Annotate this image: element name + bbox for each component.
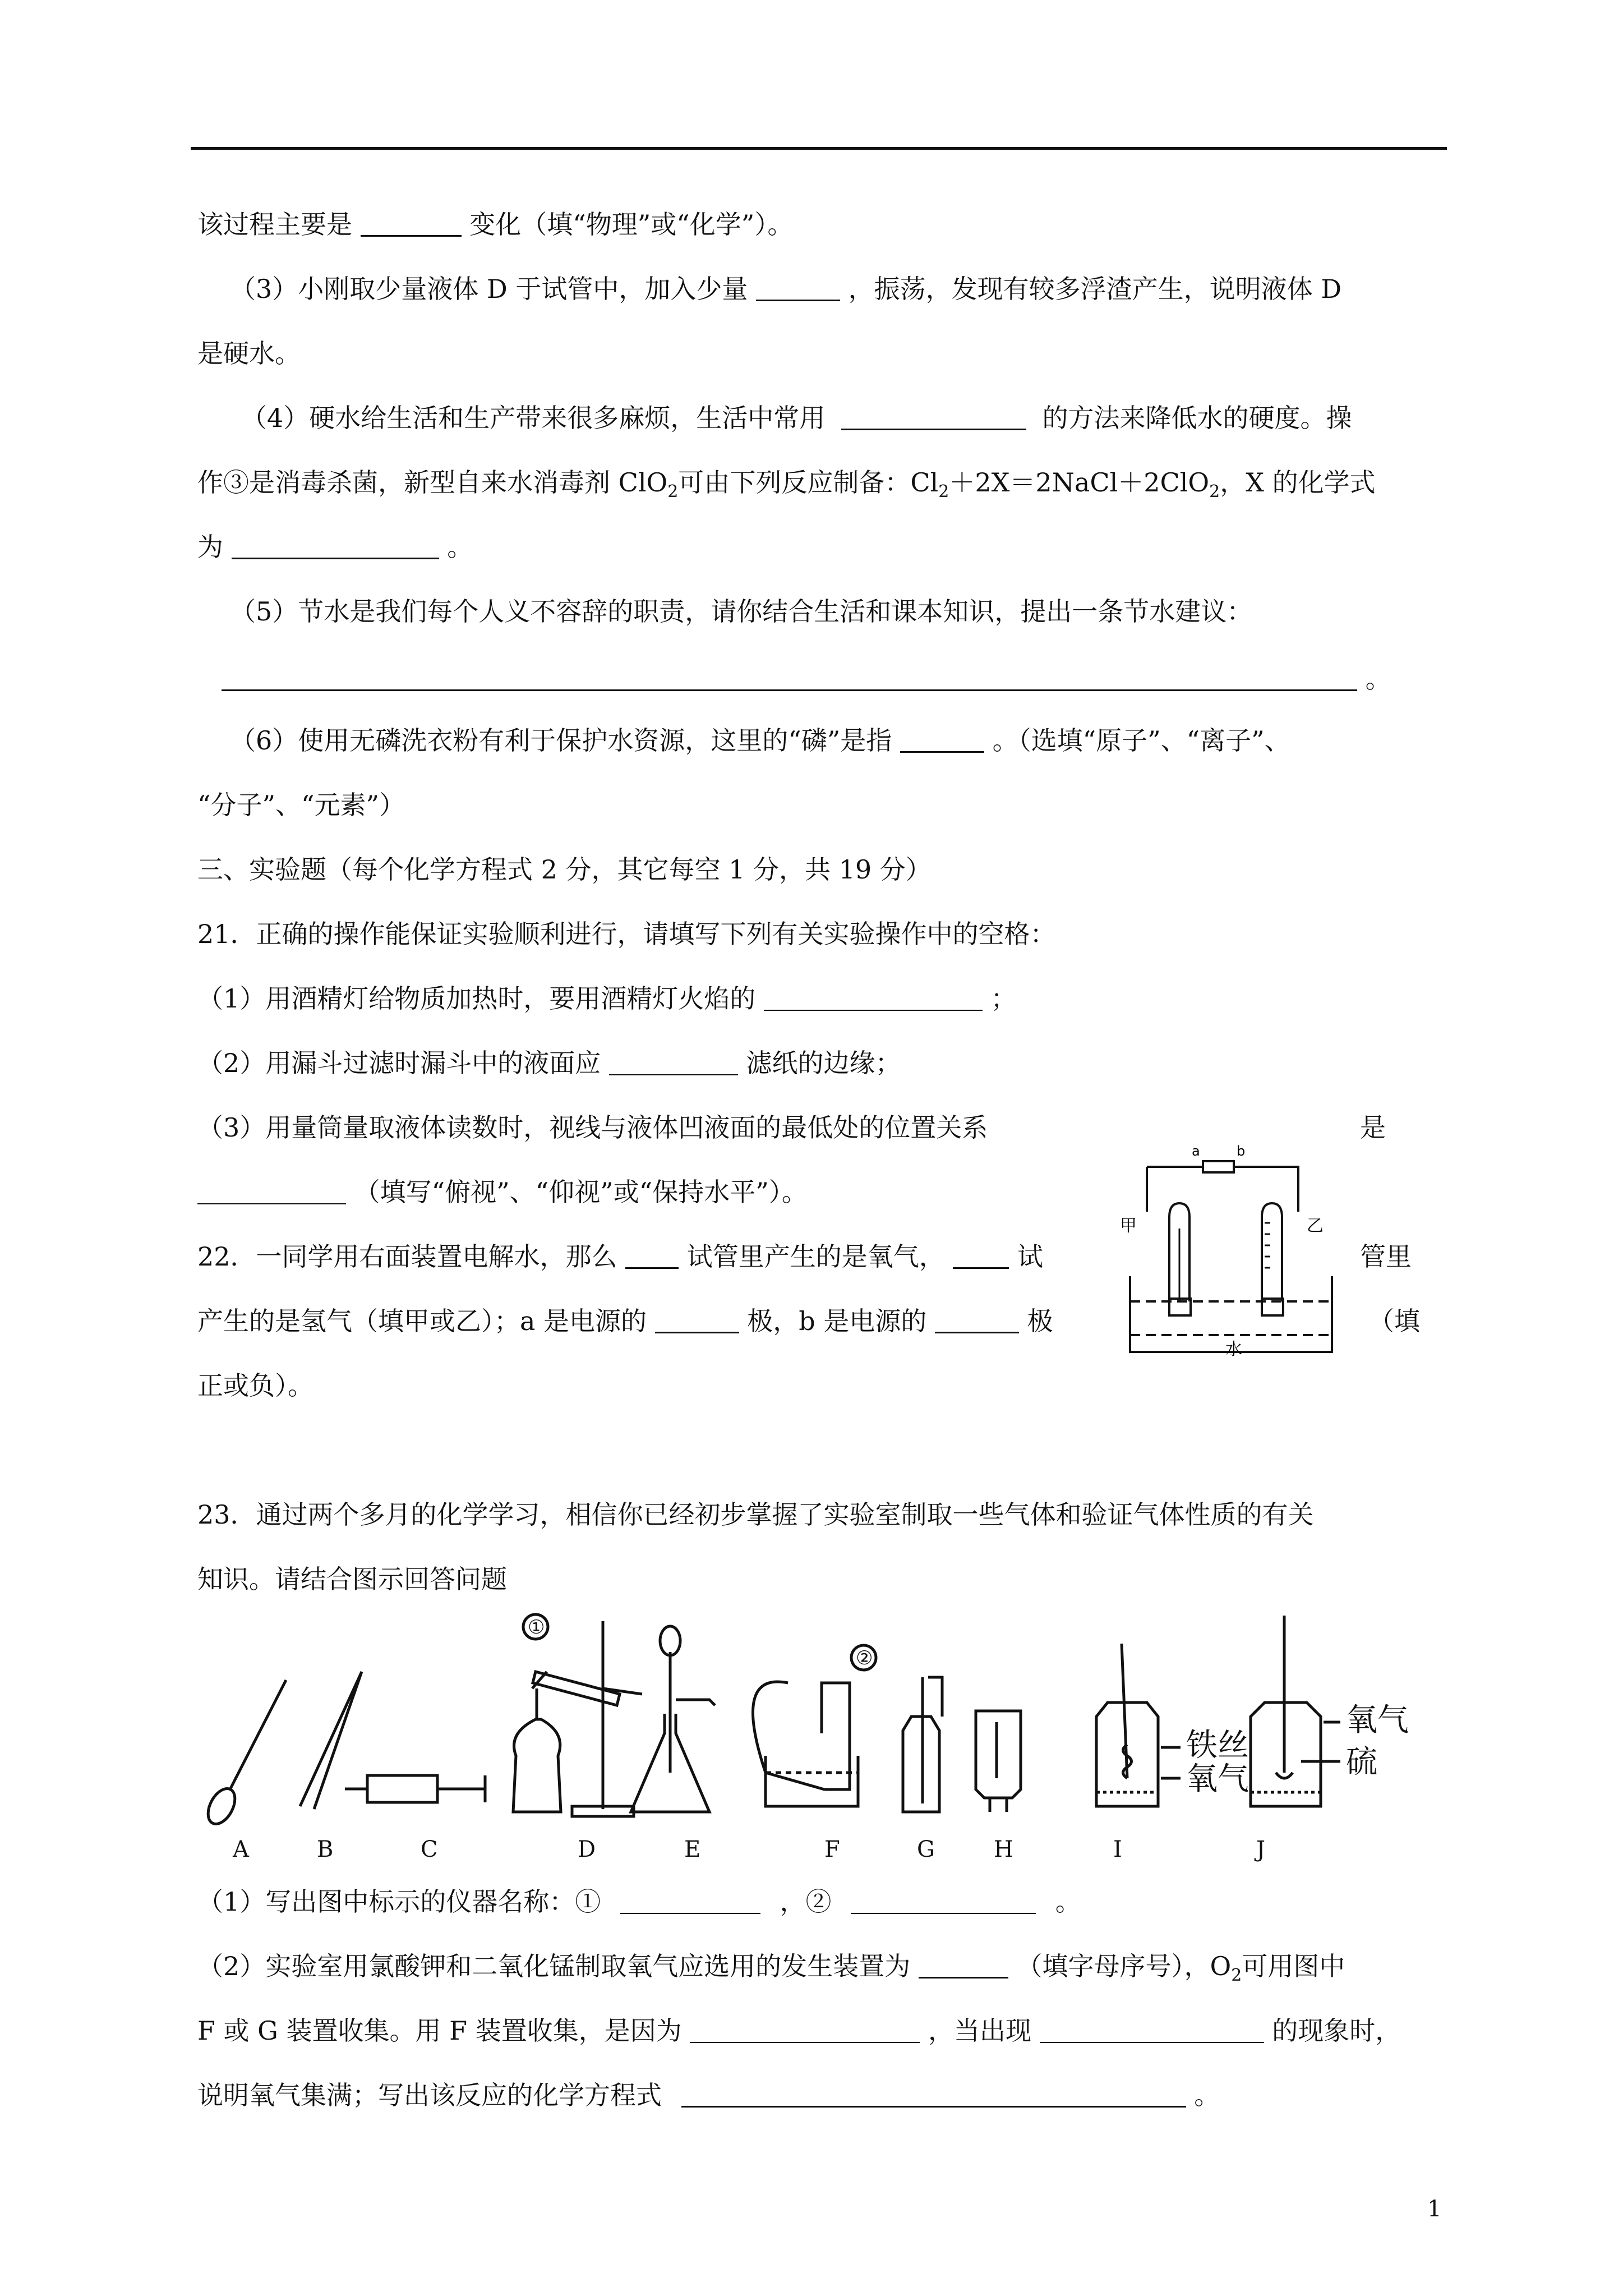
q22-blank-b-pole[interactable] <box>935 1307 1019 1333</box>
iron-wire-combustion-icon <box>1096 1644 1181 1806</box>
q23-stem-text-a: 23．通过两个多月的化学学习，相信你已经初步掌握了实验室制取一些气体和验证气体性质的有关 <box>197 1499 1314 1530</box>
q20-p4-text-a: （4）硬水给生活和生产带来很多麻烦，生活中常用 <box>241 403 826 433</box>
q20-p4-line3 <box>197 530 473 564</box>
q20-p4-blank-formula[interactable] <box>232 533 439 559</box>
q21-p1-text-b: ； <box>990 983 1017 1014</box>
apparatus-letter: D <box>578 1837 596 1862</box>
q21-p1-text-a: （1）用酒精灯给物质加热时，要用酒精灯火焰的 <box>197 983 756 1014</box>
q20-p5-text-end: 。 <box>1365 664 1391 694</box>
q23-p1-blank-2[interactable] <box>851 1888 1036 1914</box>
q23-p2-text-b: （填字母序号），O <box>1016 1951 1232 1981</box>
q21-p3-shi <box>1360 1111 1386 1144</box>
q21-p2-text-b: 滤纸的边缘； <box>746 1048 901 1078</box>
q23-p2-text-a: （2）实验室用氯酸钾和二氧化锰制取氧气应选用的发生装置为 <box>197 1951 911 1981</box>
syringe-icon <box>345 1775 485 1802</box>
q21-p3-text-a: （3）用量筒量取液体读数时，视线与液体凹液面的最低处的位置关系 <box>197 1112 988 1143</box>
q23-p2-text-c: 可用图中 <box>1242 1951 1345 1981</box>
q21-p1 <box>197 982 1017 1015</box>
q23-stem-line2 <box>197 1562 507 1596</box>
q21-p2-blank[interactable] <box>609 1050 738 1075</box>
gas-washing-bottle-icon <box>903 1677 942 1812</box>
q23-p2-blank-equation[interactable] <box>681 2081 1186 2108</box>
lab-apparatus-figure <box>193 1604 1416 1874</box>
q20-p6-blank[interactable] <box>900 726 984 753</box>
test-tube-yi-icon <box>1262 1203 1282 1301</box>
q23-p2-line1 <box>197 1949 1345 1983</box>
q20-change-line <box>197 208 793 241</box>
q20-change-blank[interactable] <box>361 210 462 237</box>
label-b: b <box>1237 1143 1246 1159</box>
q20-p4-text-b: 的方法来降低水的硬度。操 <box>1042 403 1352 433</box>
conical-flask-icon <box>631 1626 715 1812</box>
q20-p6-text-c: “分子”、“元素”） <box>197 790 405 820</box>
q23-p1-text-c: 。 <box>1055 1887 1081 1917</box>
header-rule <box>191 147 1447 150</box>
circled-1-label: ① <box>528 1616 545 1639</box>
q21-p3-blank[interactable] <box>197 1179 346 1204</box>
q23-p1-text-a: （1）写出图中标示的仪器名称：① <box>197 1887 601 1917</box>
q21-p3-text-c: （填写“俯视”、“仰视”或“保持水平”）。 <box>354 1177 808 1207</box>
test-tube-jia-icon <box>1169 1203 1189 1301</box>
q22-line1-right <box>1360 1240 1412 1273</box>
apparatus-letter: H <box>994 1837 1013 1862</box>
q22-text-f: 极，b 是电源的 <box>747 1306 927 1336</box>
q20-p4-text-d: 可由下列反应制备：Cl <box>678 467 939 498</box>
label-water: 水 <box>1225 1340 1242 1359</box>
power-source-icon <box>1203 1161 1234 1172</box>
apparatus-letter: G <box>917 1837 935 1862</box>
q22-text-d: 管里 <box>1360 1241 1412 1272</box>
q23-p1 <box>197 1885 1081 1918</box>
q20-p4-blank-method[interactable] <box>841 404 1026 430</box>
q20-p4-text-f: ，X 的化学式 <box>1220 467 1376 498</box>
medicine-spoon-icon <box>202 1680 286 1828</box>
label-iron-wire: 铁丝 <box>1186 1727 1249 1764</box>
electrolysis-apparatus-figure <box>1113 1133 1349 1380</box>
label-oxygen-j: 氧气 <box>1346 1702 1409 1738</box>
q23-p2-text-h: 。 <box>1194 2080 1220 2110</box>
page-number: 1 <box>1427 2196 1442 2222</box>
q23-p2-text-e: ，当出现 <box>928 2016 1031 2046</box>
q20-p4-text-g: 为 <box>197 532 223 562</box>
q23-p2-blank-reason[interactable] <box>690 2017 920 2043</box>
q23-p2-text-d: F 或 G 装置收集。用 F 装置收集，是因为 <box>197 2016 682 2046</box>
apparatus-letter: J <box>1256 1837 1266 1862</box>
q22-text-i: 正或负）。 <box>197 1370 313 1401</box>
q20-p4-text-c: 作③是消毒杀菌，新型自来水消毒剂 ClO <box>197 467 668 498</box>
apparatus-letter: B <box>317 1837 334 1862</box>
q23-p2-line3 <box>197 2078 1220 2112</box>
q23-p1-blank-1[interactable] <box>620 1888 760 1914</box>
label-oxygen-i: 氧气 <box>1186 1761 1249 1797</box>
q23-p2-line2 <box>197 2014 1401 2047</box>
apparatus-letter: F <box>824 1837 840 1862</box>
q22-blank-a-pole[interactable] <box>655 1307 739 1333</box>
q22-line2-right <box>1368 1304 1420 1338</box>
q23-stem-line1 <box>197 1498 1314 1531</box>
section3-title <box>197 853 932 886</box>
q21-stem <box>197 917 1056 951</box>
sulfur-combustion-icon <box>1251 1616 1340 1806</box>
label-jia: 甲 <box>1120 1216 1137 1236</box>
q20-p4-sub-c: 2 <box>667 482 679 501</box>
q23-p2-blank-device[interactable] <box>919 1952 1008 1978</box>
q20-change-text-b: 变化（填“物理”或“化学”）。 <box>469 209 794 240</box>
q20-p5-line2 <box>222 662 1391 696</box>
q21-p2 <box>197 1046 901 1080</box>
q22-text-h: （填 <box>1368 1306 1420 1336</box>
q23-p2-text-g: 说明氧气集满；写出该反应的化学方程式 <box>197 2080 662 2110</box>
q21-p3-text-b: 是 <box>1360 1112 1386 1143</box>
q20-p5-line1 <box>230 595 1252 628</box>
q22-text-e: 产生的是氢气（填甲或乙）；a 是电源的 <box>197 1306 647 1336</box>
inverted-bottle-icon <box>976 1711 1021 1812</box>
q23-p1-text-b: ，② <box>780 1887 832 1917</box>
q23-p2-text-f: 的现象时， <box>1272 2016 1401 2046</box>
q21-p3-line2 <box>197 1175 808 1209</box>
q23-p2-sub: 2 <box>1231 1966 1242 1985</box>
label-yi: 乙 <box>1307 1216 1324 1236</box>
q22-blank-hydrogen[interactable] <box>953 1243 1009 1269</box>
q20-p5-blank-suggestion[interactable] <box>222 665 1357 691</box>
q22-text-g: 极 <box>1027 1306 1053 1336</box>
circled-2-label: ② <box>856 1647 873 1669</box>
label-a: a <box>1192 1143 1200 1159</box>
q20-p3-text-c: 是硬水。 <box>197 338 301 369</box>
label-sulfur: 硫 <box>1346 1744 1377 1780</box>
q22-text-b: 试管里产生的是氧气， <box>686 1241 945 1272</box>
q21-stem-text: 21．正确的操作能保证实验顺利进行，请填写下列有关实验操作中的空格： <box>197 919 1056 949</box>
q22-text-a: 22．一同学用右面装置电解水，那么 <box>197 1241 617 1272</box>
apparatus-letter: I <box>1113 1837 1122 1862</box>
section3-title-text: 三、实验题（每个化学方程式 2 分，其它每空 1 分，共 19 分） <box>197 854 932 885</box>
q20-p3-blank[interactable] <box>756 275 840 301</box>
q22-line3 <box>197 1369 313 1402</box>
q20-p6-line2 <box>197 788 405 822</box>
apparatus-letter: C <box>421 1837 438 1862</box>
q22-text-c: 试 <box>1017 1241 1044 1272</box>
q20-change-text-a: 该过程主要是 <box>197 209 352 240</box>
q20-p4-text-e: ＋2X＝2NaCl＋2ClO <box>949 467 1210 498</box>
q20-p6-text-a: （6）使用无磷洗衣粉有利于保护水资源，这里的“磷”是指 <box>230 725 892 756</box>
q20-p6-text-b: 。（选填“原子”、“离子”、 <box>992 725 1290 756</box>
q21-p3-line1 <box>197 1111 988 1144</box>
iron-stand-heating-icon <box>513 1621 642 1816</box>
water-trough-collection-icon <box>753 1682 859 1806</box>
q20-p4-line1 <box>241 401 1352 435</box>
q20-p3-line2 <box>197 337 301 370</box>
q20-p6-line1 <box>230 724 1290 757</box>
q23-p2-blank-phenomenon[interactable] <box>1040 2017 1264 2043</box>
q20-p5-text-a: （5）节水是我们每个人义不容辞的职责，请你结合生活和课本知识，提出一条节水建议： <box>230 596 1253 627</box>
q22-blank-oxygen[interactable] <box>625 1243 679 1269</box>
q20-p3-text-b: ，振荡，发现有较多浮渣产生，说明液体 D <box>848 274 1342 304</box>
q21-p1-blank[interactable] <box>764 985 983 1011</box>
q20-p4-sub-d: 2 <box>938 482 949 501</box>
q20-p3-line1 <box>230 272 1341 306</box>
q20-p3-text-a: （3）小刚取少量液体 D 于试管中，加入少量 <box>230 274 748 304</box>
q21-p2-text-a: （2）用漏斗过滤时漏斗中的液面应 <box>197 1048 601 1078</box>
q23-stem-text-b: 知识。请结合图示回答问题 <box>197 1564 507 1594</box>
apparatus-letter: A <box>233 1837 249 1862</box>
q20-p4-line2 <box>197 466 1376 499</box>
q22-line1 <box>197 1240 1043 1273</box>
q22-line2 <box>197 1304 1053 1338</box>
apparatus-letter: E <box>684 1837 701 1862</box>
q20-p4-sub-e: 2 <box>1209 482 1220 501</box>
q20-p4-text-h: 。 <box>447 532 473 562</box>
